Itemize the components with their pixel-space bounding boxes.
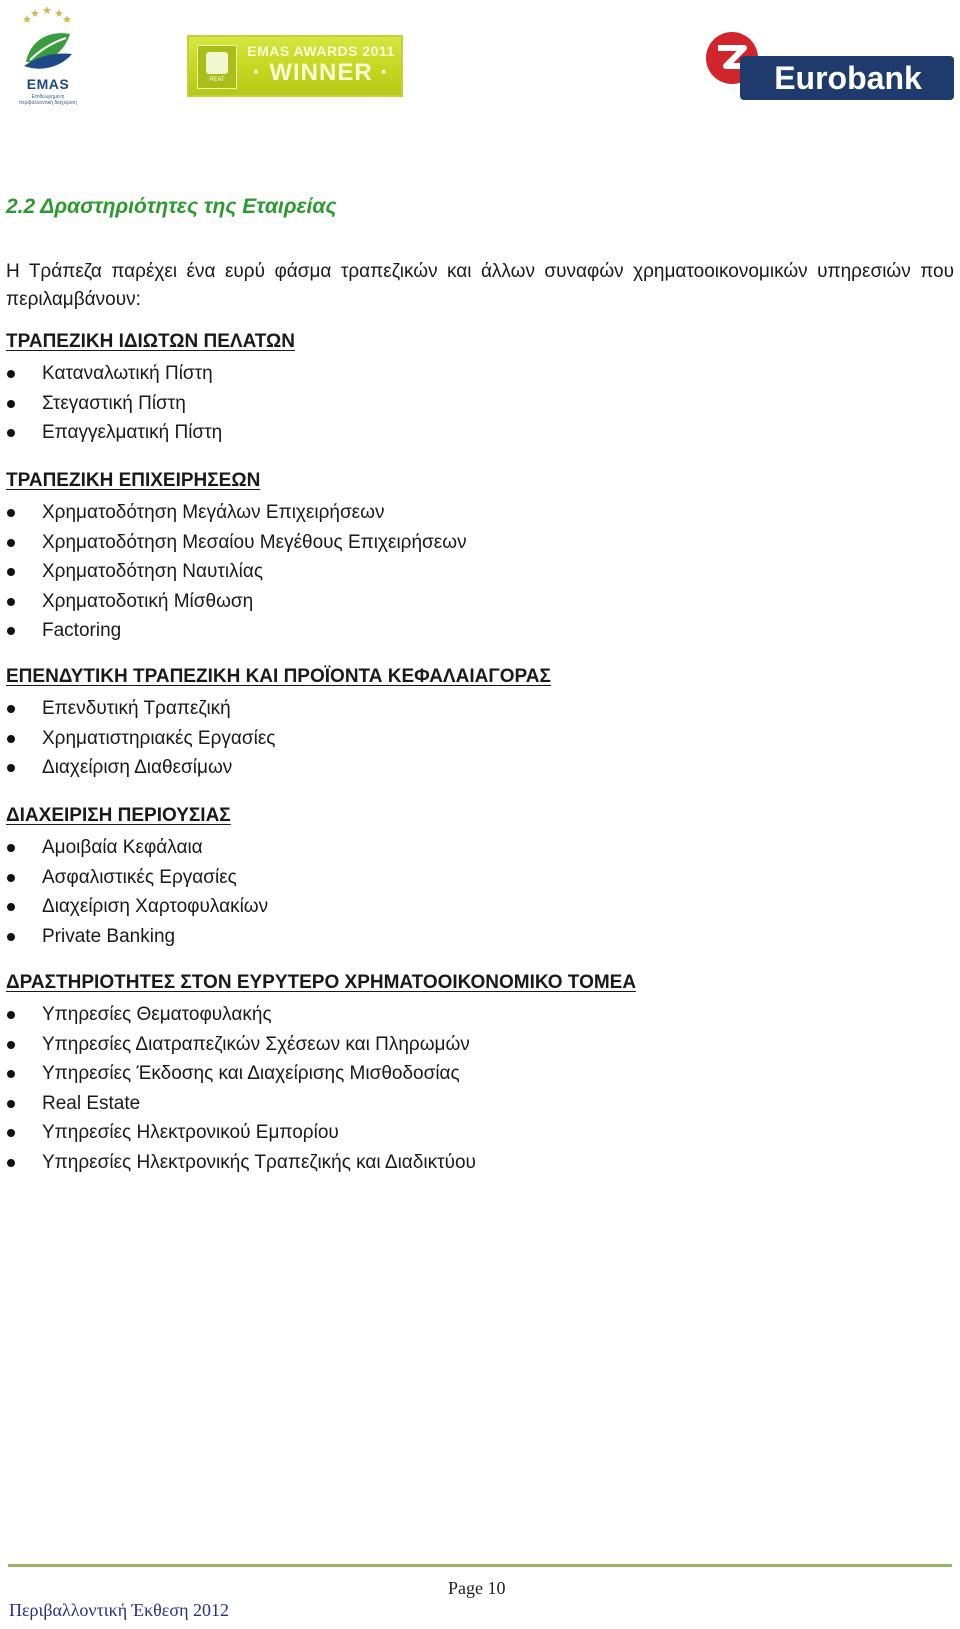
bullet-icon — [7, 509, 15, 517]
group-heading: ΔΙΑΧΕΙΡΙΣΗ ΠΕΡΙΟΥΣΙΑΣ — [6, 805, 231, 826]
list-item-label: Υπηρεσίες Ηλεκτρονικού Εμπορίου — [42, 1122, 339, 1143]
list-item — [6, 724, 551, 754]
emas-logo — [14, 6, 82, 126]
activity-group — [6, 665, 551, 783]
group-item-list — [6, 359, 295, 448]
bullet-icon — [7, 1011, 15, 1019]
bullet-icon — [7, 735, 15, 743]
list-item — [6, 359, 295, 389]
award-badge-text: PEAT — [209, 77, 225, 83]
emas-award-banner — [187, 35, 403, 97]
list-item — [6, 389, 295, 419]
section-title: 2.2 Δραστηριότητες της Εταιρείας — [6, 195, 337, 218]
list-item — [6, 528, 467, 558]
award-badge-icon — [197, 45, 237, 89]
list-item-label: Υπηρεσίες Ηλεκτρονικής Τραπεζικής και Διαδικτύου — [42, 1151, 476, 1173]
list-item-label: Στεγαστική Πίστη — [42, 392, 186, 414]
list-item — [6, 587, 467, 617]
award-title: EMAS AWARDS 2011 — [247, 43, 395, 59]
list-item — [6, 1000, 636, 1030]
emas-wordmark: EMAS — [26, 76, 70, 92]
list-item-label: Διαχείριση Διαθεσίμων — [42, 757, 233, 778]
list-item — [6, 616, 467, 646]
list-item-label: Διαχείριση Χαρτοφυλακίων — [42, 896, 269, 917]
group-heading: ΤΡΑΠΕΖΙΚΗ ΕΠΙΧΕΙΡΗΣΕΩΝ — [6, 470, 261, 491]
list-item-label: Χρηματιστηριακές Εργασίες — [42, 727, 276, 749]
bullet-icon — [7, 598, 15, 606]
list-item-label: Επενδυτική Τραπεζική — [42, 698, 231, 719]
group-heading: ΔΡΑΣΤΗΡΙΟΤΗΤΕΣ ΣΤΟΝ ΕΥΡΥΤΕΡΟ ΧΡΗΜΑΤΟΟΙΚΟΝΟΜΙΚΟ ΤΟΜΕΑ — [6, 972, 637, 993]
list-item-label: Χρηματοδότηση Ναυτιλίας — [42, 561, 263, 582]
list-item-label: Χρηματοδότηση Μεγάλων Επιχειρήσεων — [42, 502, 385, 523]
page-number: Page 10 — [448, 1578, 506, 1598]
bullet-icon — [7, 539, 15, 547]
activity-group — [6, 330, 295, 448]
bullet-icon — [7, 764, 15, 772]
list-item-label: Επαγγελματική Πίστη — [42, 422, 223, 443]
list-item — [6, 1030, 636, 1060]
award-winner: · WINNER · — [252, 59, 390, 86]
list-item-label: Υπηρεσίες Διατραπεζικών Σχέσεων και Πληρωμών — [42, 1033, 470, 1055]
list-item-label: Χρηματοδότηση Μεσαίου Μεγέθους Επιχειρήσεων — [42, 531, 467, 553]
group-item-list — [6, 833, 268, 951]
group-item-list — [6, 498, 467, 646]
list-item-label: Καταναλωτική Πίστη — [42, 363, 213, 384]
list-item-label: Υπηρεσίες Θεματοφυλακής — [42, 1004, 272, 1025]
list-item-label: Χρηματοδοτική Μίσθωση — [42, 590, 254, 612]
bullet-icon — [7, 1041, 15, 1049]
emas-stars-icon: ★ ★ ★ ★ ★ — [22, 5, 72, 26]
emas-leaf-icon — [20, 22, 76, 74]
bullet-icon — [7, 1100, 15, 1108]
eurobank-logo — [704, 30, 954, 102]
bullet-icon — [7, 933, 15, 941]
footer-rule — [8, 1564, 952, 1567]
group-item-list — [6, 694, 551, 783]
list-item — [6, 557, 467, 587]
group-heading: ΕΠΕΝΔΥΤΙΚΗ ΤΡΑΠΕΖΙΚΗ ΚΑΙ ΠΡΟΪΟΝΤΑ ΚΕΦΑΛΑΙΑΓΟΡΑΣ — [6, 666, 551, 687]
list-item-label: Factoring — [42, 620, 122, 641]
list-item — [6, 922, 268, 952]
bullet-icon — [7, 1159, 15, 1167]
group-item-list — [6, 1000, 636, 1177]
list-item — [6, 498, 467, 528]
bullet-icon — [7, 705, 15, 713]
list-item — [6, 1059, 636, 1089]
bullet-icon — [7, 627, 15, 635]
intro-paragraph: Η Τράπεζα παρέχει ένα ευρύ φάσμα τραπεζικών και άλλων συναφών χρηματοοικονομικών υπηρεσιών που περιλαμβάνουν: — [6, 261, 954, 310]
bullet-icon — [7, 1129, 15, 1137]
bullet-icon — [7, 400, 15, 408]
list-item — [6, 694, 551, 724]
bullet-icon — [7, 370, 15, 378]
bullet-icon — [7, 903, 15, 911]
list-item — [6, 1089, 636, 1119]
eurobank-wordmark: Eurobank — [774, 60, 922, 96]
list-item — [6, 1148, 636, 1178]
bullet-icon — [7, 844, 15, 852]
list-item — [6, 892, 268, 922]
list-item-label: Υπηρεσίες Έκδοσης και Διαχείρισης Μισθοδοσίας — [42, 1063, 460, 1084]
list-item — [6, 1118, 636, 1148]
list-item — [6, 833, 268, 863]
list-item — [6, 418, 295, 448]
page-header — [0, 0, 960, 130]
bullet-icon — [7, 1070, 15, 1078]
bullet-icon — [7, 429, 15, 437]
list-item — [6, 863, 268, 893]
list-item — [6, 753, 551, 783]
bullet-icon — [7, 874, 15, 882]
group-heading: ΤΡΑΠΕΖΙΚΗ ΙΔΙΩΤΩΝ ΠΕΛΑΤΩΝ — [6, 331, 295, 352]
list-item-label: Real Estate — [42, 1092, 141, 1114]
activity-group — [6, 971, 636, 1177]
list-item-label: Private Banking — [42, 925, 176, 947]
activity-group — [6, 469, 467, 646]
emas-subtext: Επιθεωρημένη περιβαλλοντική διαχείριση — [19, 94, 77, 106]
list-item-label: Αμοιβαία Κεφάλαια — [42, 837, 203, 858]
activity-group — [6, 804, 268, 951]
report-name: Περιβαλλοντική Έκθεση 2012 — [9, 1600, 229, 1620]
list-item-label: Ασφαλιστικές Εργασίες — [42, 866, 237, 888]
bullet-icon — [7, 568, 15, 576]
